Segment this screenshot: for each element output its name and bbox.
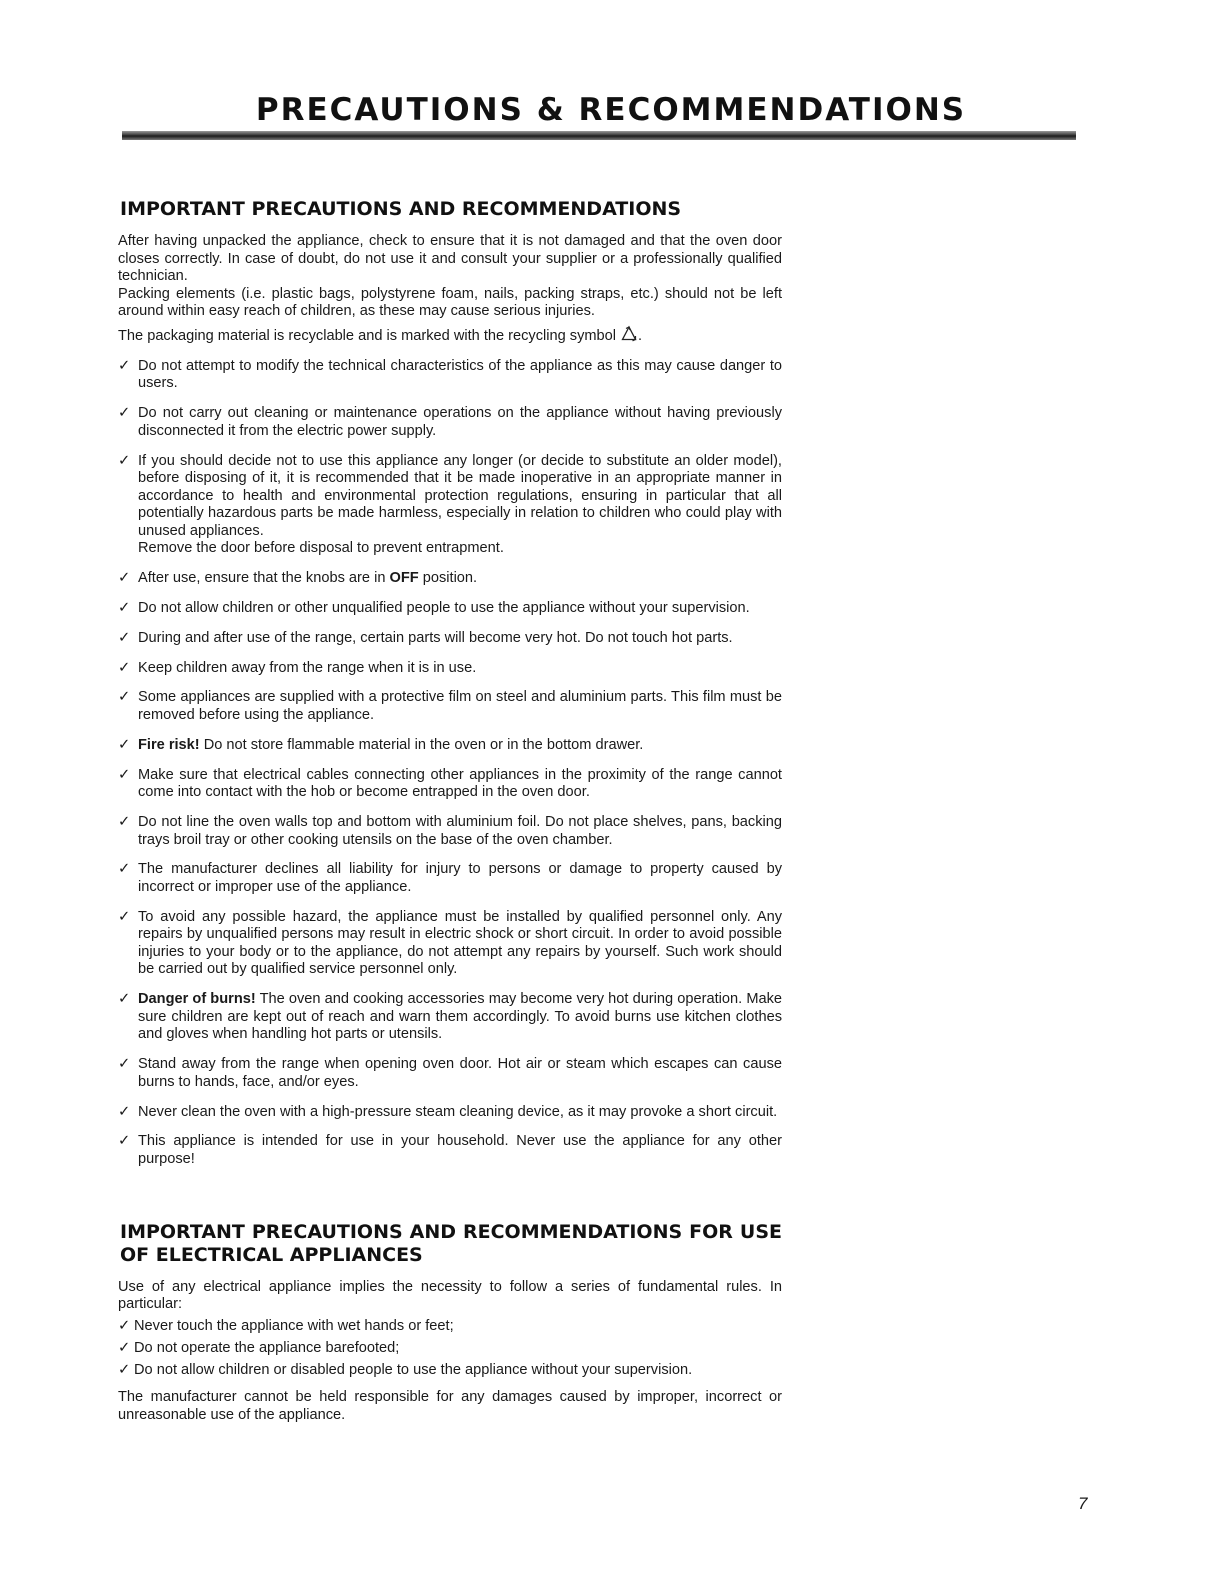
recycling-text-end: .	[638, 327, 643, 344]
list-item	[118, 630, 782, 648]
item-text: Stand away from the range when opening oven door. Hot air or steam which escapes can cause burns to hands, face, and/or eyes.	[138, 1056, 782, 1090]
list-item	[118, 814, 782, 849]
checkmark-icon: ✓	[118, 991, 131, 1008]
section-intro	[118, 233, 782, 346]
list-item	[118, 1104, 782, 1122]
page-number: 7	[1078, 1494, 1088, 1513]
item-text: The manufacturer declines all liability for injury to persons or damage to property caused by incorrect or improper use of the appliance.	[138, 861, 782, 895]
checkmark-icon: ✓	[118, 629, 131, 646]
checkmark-icon: ✓	[118, 659, 131, 676]
list-item	[118, 660, 782, 678]
item-text: Do not store flammable material in the oven or in the bottom drawer.	[199, 736, 644, 753]
list-item	[118, 600, 782, 618]
title-rule	[122, 131, 1076, 140]
item-text: During and after use of the range, certain parts will become very hot. Do not touch hot parts.	[138, 629, 733, 646]
item-text: position.	[418, 570, 478, 587]
intro-paragraph: Packing elements (i.e. plastic bags, polystyrene foam, nails, packing straps, etc.) should not be left around within easy reach of children, as these may cause serious injuries.	[118, 285, 782, 320]
list-item	[118, 1133, 782, 1168]
electrical-rules-list	[118, 1318, 782, 1380]
section-important-precautions	[118, 198, 782, 1169]
list-item	[118, 358, 782, 393]
recycling-paragraph	[118, 325, 782, 346]
list-item	[118, 991, 782, 1044]
checkmark-icon: ✓	[118, 1133, 131, 1150]
item-text: Keep children away from the range when it is in use.	[138, 659, 477, 676]
checkmark-icon: ✓	[118, 405, 131, 422]
list-item	[118, 570, 782, 588]
list-item	[118, 737, 782, 755]
checkmark-icon: ✓	[118, 908, 131, 925]
list-item	[118, 453, 782, 559]
list-item	[118, 689, 782, 724]
list-item	[118, 861, 782, 896]
item-text: After use, ensure that the knobs are in	[138, 570, 390, 587]
checkmark-icon: ✓	[118, 1318, 131, 1335]
list-item	[118, 767, 782, 802]
item-text: Do not allow children or disabled people to use the appliance without your supervision.	[134, 1362, 693, 1379]
checkmark-icon: ✓	[118, 452, 131, 469]
item-emphasis: Fire risk!	[138, 736, 200, 753]
item-text: The oven and cooking accessories may become very hot during operation. Make sure children are kept out of reach and warn them accordingly. To avoid burns use kitchen clothes and gloves when handling hot parts or utensils.	[138, 991, 782, 1043]
item-text: To avoid any possible hazard, the appliance must be installed by qualified personnel only. Any repairs by unqualified persons may result in electric shock or short circuit. In order to avoid possible injuries to your body or to the appliance, do not attempt any repairs by yourself. Such work should be carried out by qualified service personnel only.	[138, 908, 782, 978]
recycling-text: The packaging material is recyclable and is marked with the recycling symbol	[118, 327, 617, 344]
item-text: This appliance is intended for use in your household. Never use the appliance for any other purpose!	[138, 1133, 782, 1167]
liability-note: The manufacturer cannot be held responsible for any damages caused by improper, incorrect or unreasonable use of the appliance.	[118, 1389, 782, 1423]
checkmark-icon: ✓	[118, 689, 131, 706]
checkmark-icon: ✓	[118, 861, 131, 878]
list-item	[118, 1056, 782, 1091]
list-item	[118, 909, 782, 979]
item-text-second-line: Remove the door before disposal to prevent entrapment.	[138, 540, 504, 557]
checkmark-icon: ✓	[118, 736, 131, 753]
item-text: Make sure that electrical cables connecting other appliances in the proximity of the range cannot come into contact with the hob or become entrapped in the oven door.	[138, 766, 782, 801]
checkmark-icon: ✓	[118, 1362, 131, 1379]
item-text: Do not attempt to modify the technical characteristics of the appliance as this may cause danger to users.	[138, 357, 782, 392]
checkmark-icon: ✓	[118, 813, 131, 830]
section-electrical-appliances	[118, 1221, 782, 1425]
item-text: Do not allow children or other unqualified people to use the appliance without your supervision.	[138, 600, 750, 617]
item-emphasis: Danger of burns!	[138, 991, 256, 1008]
item-emphasis: OFF	[389, 570, 419, 587]
page-title: PRECAUTIONS & RECOMMENDATIONS	[255, 92, 967, 128]
list-item	[118, 1362, 782, 1380]
section-heading: IMPORTANT PRECAUTIONS AND RECOMMENDATIONS	[120, 198, 682, 220]
section-heading: IMPORTANT PRECAUTIONS AND RECOMMENDATIONS FOR USE OF ELECTRICAL APPLIANCES	[120, 1220, 782, 1266]
item-text: Never touch the appliance with wet hands or feet;	[134, 1318, 454, 1335]
checkmark-icon: ✓	[118, 1103, 131, 1120]
item-text: Some appliances are supplied with a protective film on steel and aluminium parts. This film must be removed before using the appliance.	[138, 689, 782, 723]
list-item	[118, 405, 782, 440]
list-item	[118, 1340, 782, 1358]
checkmark-icon: ✓	[118, 766, 131, 783]
section-intro: Use of any electrical appliance implies the necessity to follow a series of fundamental rules. In particular:	[118, 1278, 782, 1313]
checkmark-icon: ✓	[118, 1340, 131, 1357]
list-item	[118, 1318, 782, 1336]
recycling-symbol-icon	[620, 325, 638, 343]
checkmark-icon: ✓	[118, 600, 131, 617]
item-text: Do not line the oven walls top and bottom with aluminium foil. Do not place shelves, pans, backing trays broil tray or other cooking utensils on the base of the oven chamber.	[138, 813, 782, 848]
checkmark-icon: ✓	[118, 1056, 131, 1073]
intro-paragraph: After having unpacked the appliance, check to ensure that it is not damaged and that the oven door closes correctly. In case of doubt, do not use it and consult your supplier or a professionally qualified technician.	[118, 233, 782, 285]
precautions-list	[118, 358, 782, 1169]
item-text: If you should decide not to use this appliance any longer (or decide to substitute an older model), before disposing of it, it is recommended that it be made inoperative in an appropriate manner in accordance to health and environmental protection regulations, ensuring in particular that all potentially hazardous parts be made harmless, especially in relation to children who could play with unused appliances.	[138, 452, 782, 539]
item-text: Never clean the oven with a high-pressure steam cleaning device, as it may provoke a short circuit.	[138, 1103, 778, 1120]
item-text: Do not carry out cleaning or maintenance operations on the appliance without having previously disconnected it from the electric power supply.	[138, 405, 782, 439]
main-content	[118, 198, 782, 1424]
checkmark-icon: ✓	[118, 357, 131, 374]
checkmark-icon: ✓	[118, 570, 131, 587]
item-text: Do not operate the appliance barefooted;	[134, 1340, 400, 1357]
